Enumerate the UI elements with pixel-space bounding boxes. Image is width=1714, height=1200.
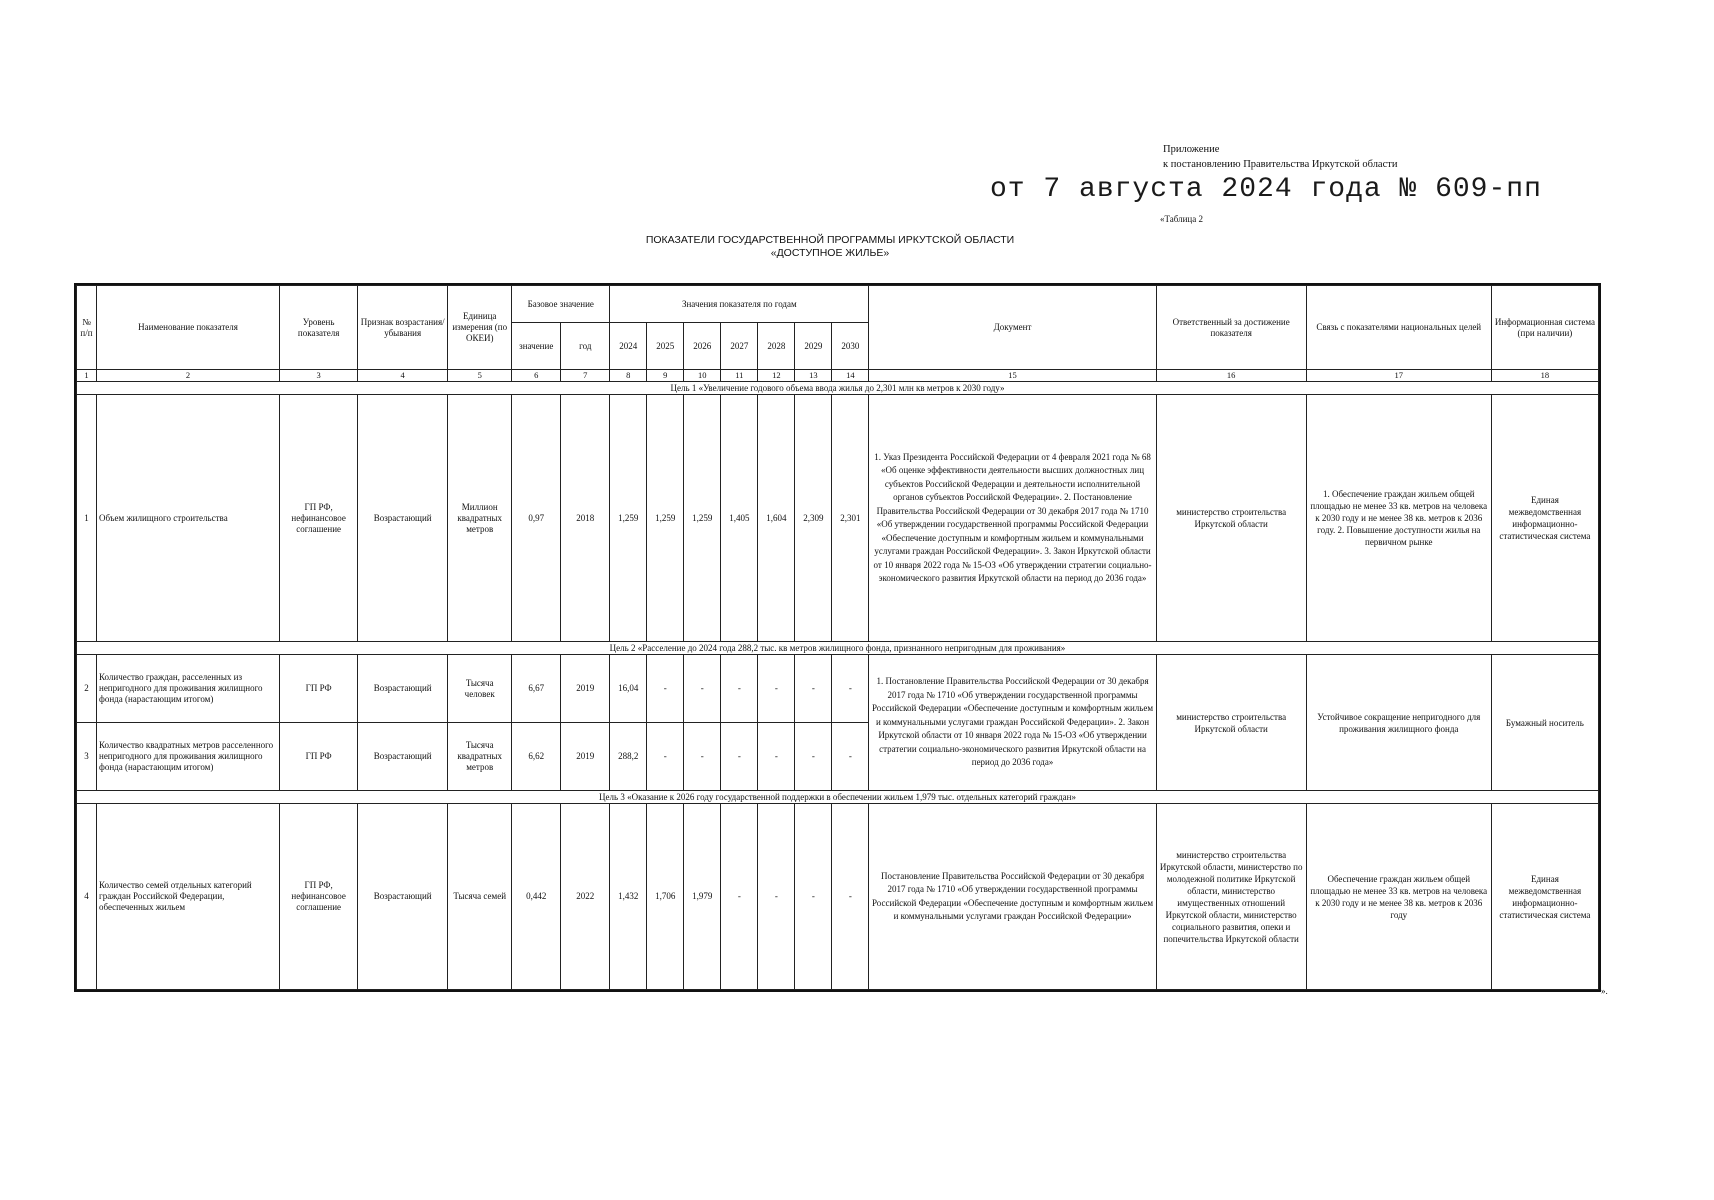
goal-row (77, 791, 1599, 804)
column-number: 14 (832, 370, 869, 382)
column-number: 18 (1491, 370, 1598, 382)
table-row (77, 395, 1599, 642)
col-year-header: 2029 (795, 323, 832, 370)
year-value: - (795, 655, 832, 723)
column-number: 5 (448, 370, 512, 382)
year-value: 1,259 (610, 395, 647, 642)
col-infosystem-header: Информационная система (при наличии) (1491, 286, 1598, 370)
indicator-sign: Возрастающий (358, 804, 448, 990)
table-row (77, 804, 1599, 990)
year-value: 2,309 (795, 395, 832, 642)
year-value: 1,259 (684, 395, 721, 642)
indicator-name: Объем жилищного строительства (97, 395, 280, 642)
base-year: 2019 (561, 723, 610, 791)
year-value: 1,706 (647, 804, 684, 990)
indicator-name: Количество семей отдельных категорий граждан Российской Федерации, обеспеченных жильем (97, 804, 280, 990)
indicator-name: Количество граждан, расселенных из непригодного для проживания жилищного фонда (нарастающим итогом) (97, 655, 280, 723)
responsible-body: министерство строительства Иркутской области (1156, 395, 1306, 642)
document-reference: 1. Указ Президента Российской Федерации от 4 февраля 2021 года № 68 «Об оценке эффективности деятельности высших должностных лиц субъектов Российской Федерации и деятельности исполнительной органов субъектов Российской Федерации». 2. Постановление Правительства Российской Федерации от 30 декабря 2017 года № 1710 «Об утверждении государственной программы Российской Федерации «Обеспечение доступным и комфортным жильем и коммунальными услугами граждан Российской Федерации». 3. Закон Иркутской области от 10 января 2022 года № 15-ОЗ «Об утверждении стратегии социально-экономического развития Иркутской области на период до 2036 года» (869, 395, 1156, 642)
title-line-1: ПОКАЗАТЕЛИ ГОСУДАРСТВЕННОЙ ПРОГРАММЫ ИРКУТСКОЙ ОБЛАСТИ (645, 234, 1015, 246)
table-row (77, 655, 1599, 723)
indicator-unit: Тысяча квадратных метров (448, 723, 512, 791)
indicator-name: Количество квадратных метров расселенного непригодного для проживания жилищного фонда (нарастающим итогом) (97, 723, 280, 791)
column-number: 3 (280, 370, 358, 382)
year-value: 1,259 (647, 395, 684, 642)
year-value: 288,2 (610, 723, 647, 791)
column-number: 8 (610, 370, 647, 382)
base-year: 2018 (561, 395, 610, 642)
col-link-header: Связь с показателями национальных целей (1306, 286, 1491, 370)
year-value: - (684, 723, 721, 791)
column-number: 15 (869, 370, 1156, 382)
goal-2-title: Цель 2 «Расселение до 2024 года 288,2 тыс. кв метров жилищного фонда, признанного непригодным для проживания» (77, 642, 1599, 655)
indicators-table (76, 285, 1599, 990)
document-reference: 1. Постановление Правительства Российской Федерации от 30 декабря 2017 года № 1710 «Об утверждении государственной программы Российской Федерации «Обеспечение доступным и комфортным жильем и коммунальными услугами граждан Российской Федерации». 2. Закон Иркутской области от 10 января 2022 года № 15-ОЗ «Об утверждении стратегии социально-экономического развития Иркутской области на период до 2036 года» (869, 655, 1156, 791)
col-document-header: Документ (869, 286, 1156, 370)
year-value: - (795, 804, 832, 990)
base-value: 0,97 (512, 395, 561, 642)
col-responsible-header: Ответственный за достижение показателя (1156, 286, 1306, 370)
indicator-unit: Тысяча семей (448, 804, 512, 990)
col-base-year-header: год (561, 323, 610, 370)
col-year-header: 2028 (758, 323, 795, 370)
col-base-header: Базовое значение (512, 286, 610, 323)
year-value: - (832, 655, 869, 723)
column-number: 11 (721, 370, 758, 382)
resolution-date-stamp: от 7 августа 2024 года № 609-пп (990, 174, 1542, 205)
base-year: 2019 (561, 655, 610, 723)
base-year: 2022 (561, 804, 610, 990)
year-value: - (832, 723, 869, 791)
col-unit-header: Единица измерения (по ОКЕИ) (448, 286, 512, 370)
responsible-body: министерство строительства Иркутской области (1156, 655, 1306, 791)
information-system: Единая межведомственная информационно-статистическая система (1491, 804, 1598, 990)
year-value: - (721, 655, 758, 723)
national-goal-link: Устойчивое сокращение непригодного для проживания жилищного фонда (1306, 655, 1491, 791)
col-num-header: № п/п (77, 286, 97, 370)
goal-row (77, 382, 1599, 395)
column-number: 16 (1156, 370, 1306, 382)
year-value: - (758, 723, 795, 791)
base-value: 6,67 (512, 655, 561, 723)
year-value: 1,432 (610, 804, 647, 990)
year-value: - (647, 655, 684, 723)
year-value: - (758, 655, 795, 723)
column-number: 6 (512, 370, 561, 382)
row-num: 3 (77, 723, 97, 791)
column-number: 17 (1306, 370, 1491, 382)
row-num: 1 (77, 395, 97, 642)
document-title (520, 234, 1140, 260)
column-number: 2 (97, 370, 280, 382)
title-line-2: «ДОСТУПНОЕ ЖИЛЬЕ» (770, 247, 890, 259)
indicator-level: ГП РФ, нефинансовое соглашение (280, 395, 358, 642)
year-value: 1,979 (684, 804, 721, 990)
document-reference: Постановление Правительства Российской Федерации от 30 декабря 2017 года № 1710 «Об утверждении государственной программы Российской Федерации «Обеспечение доступным и комфортным жильем и коммунальными услугами граждан Российской Федерации» (869, 804, 1156, 990)
year-value: - (832, 804, 869, 990)
year-value: - (721, 723, 758, 791)
year-value: - (647, 723, 684, 791)
year-value: 16,04 (610, 655, 647, 723)
year-value: - (684, 655, 721, 723)
column-number: 4 (358, 370, 448, 382)
year-value: - (758, 804, 795, 990)
year-value: - (795, 723, 832, 791)
column-numbers-row (77, 370, 1599, 382)
col-year-header: 2026 (684, 323, 721, 370)
col-year-header: 2024 (610, 323, 647, 370)
col-year-header: 2027 (721, 323, 758, 370)
appendix-header (1163, 142, 1397, 172)
appendix-line-1: Приложение (1163, 144, 1220, 155)
indicator-unit: Тысяча человек (448, 655, 512, 723)
base-value: 6,62 (512, 723, 561, 791)
information-system: Единая межведомственная информационно-статистическая система (1491, 395, 1598, 642)
responsible-body: министерство строительства Иркутской области, министерство по молодежной политике Иркутской области, министерство имущественных отношений Иркутской области, министерство социального развития, опеки и попечительства Иркутской области (1156, 804, 1306, 990)
indicator-level: ГП РФ, нефинансовое соглашение (280, 804, 358, 990)
indicator-sign: Возрастающий (358, 723, 448, 791)
appendix-line-2: к постановлению Правительства Иркутской области (1163, 159, 1398, 170)
col-level-header: Уровень показателя (280, 286, 358, 370)
row-num: 2 (77, 655, 97, 723)
closing-quote-mark: ». (1601, 986, 1608, 996)
table-number-note: «Таблица 2 (1160, 214, 1203, 224)
col-values-by-year-header: Значения показателя по годам (610, 286, 869, 323)
column-number: 12 (758, 370, 795, 382)
year-value: 2,301 (832, 395, 869, 642)
col-name-header: Наименование показателя (97, 286, 280, 370)
col-base-value-header: значение (512, 323, 561, 370)
header-row-1 (77, 286, 1599, 323)
information-system: Бумажный носитель (1491, 655, 1598, 791)
year-value: 1,405 (721, 395, 758, 642)
column-number: 7 (561, 370, 610, 382)
year-value: 1,604 (758, 395, 795, 642)
goal-3-title: Цель 3 «Оказание к 2026 году государственной поддержки в обеспечении жильем 1,979 тыс. отдельных категорий граждан» (77, 791, 1599, 804)
goal-row (77, 642, 1599, 655)
column-number: 9 (647, 370, 684, 382)
col-year-header: 2030 (832, 323, 869, 370)
column-number: 13 (795, 370, 832, 382)
column-number: 1 (77, 370, 97, 382)
row-num: 4 (77, 804, 97, 990)
col-year-header: 2025 (647, 323, 684, 370)
indicator-unit: Миллион квадратных метров (448, 395, 512, 642)
goal-1-title: Цель 1 «Увеличение годового объема ввода жилья до 2,301 млн кв метров к 2030 году» (77, 382, 1599, 395)
column-number: 10 (684, 370, 721, 382)
national-goal-link: Обеспечение граждан жильем общей площадью не менее 33 кв. метров на человека к 2030 году и не менее 38 кв. метров к 2036 году (1306, 804, 1491, 990)
indicator-sign: Возрастающий (358, 655, 448, 723)
indicator-sign: Возрастающий (358, 395, 448, 642)
national-goal-link: 1. Обеспечение граждан жильем общей площадью не менее 33 кв. метров на человека к 2030 году и не менее 38 кв. метров к 2036 году. 2. Повышение доступности жилья на первичном рынке (1306, 395, 1491, 642)
indicator-level: ГП РФ (280, 723, 358, 791)
base-value: 0,442 (512, 804, 561, 990)
year-value: - (721, 804, 758, 990)
col-sign-header: Признак возрастания/убывания (358, 286, 448, 370)
indicator-level: ГП РФ (280, 655, 358, 723)
